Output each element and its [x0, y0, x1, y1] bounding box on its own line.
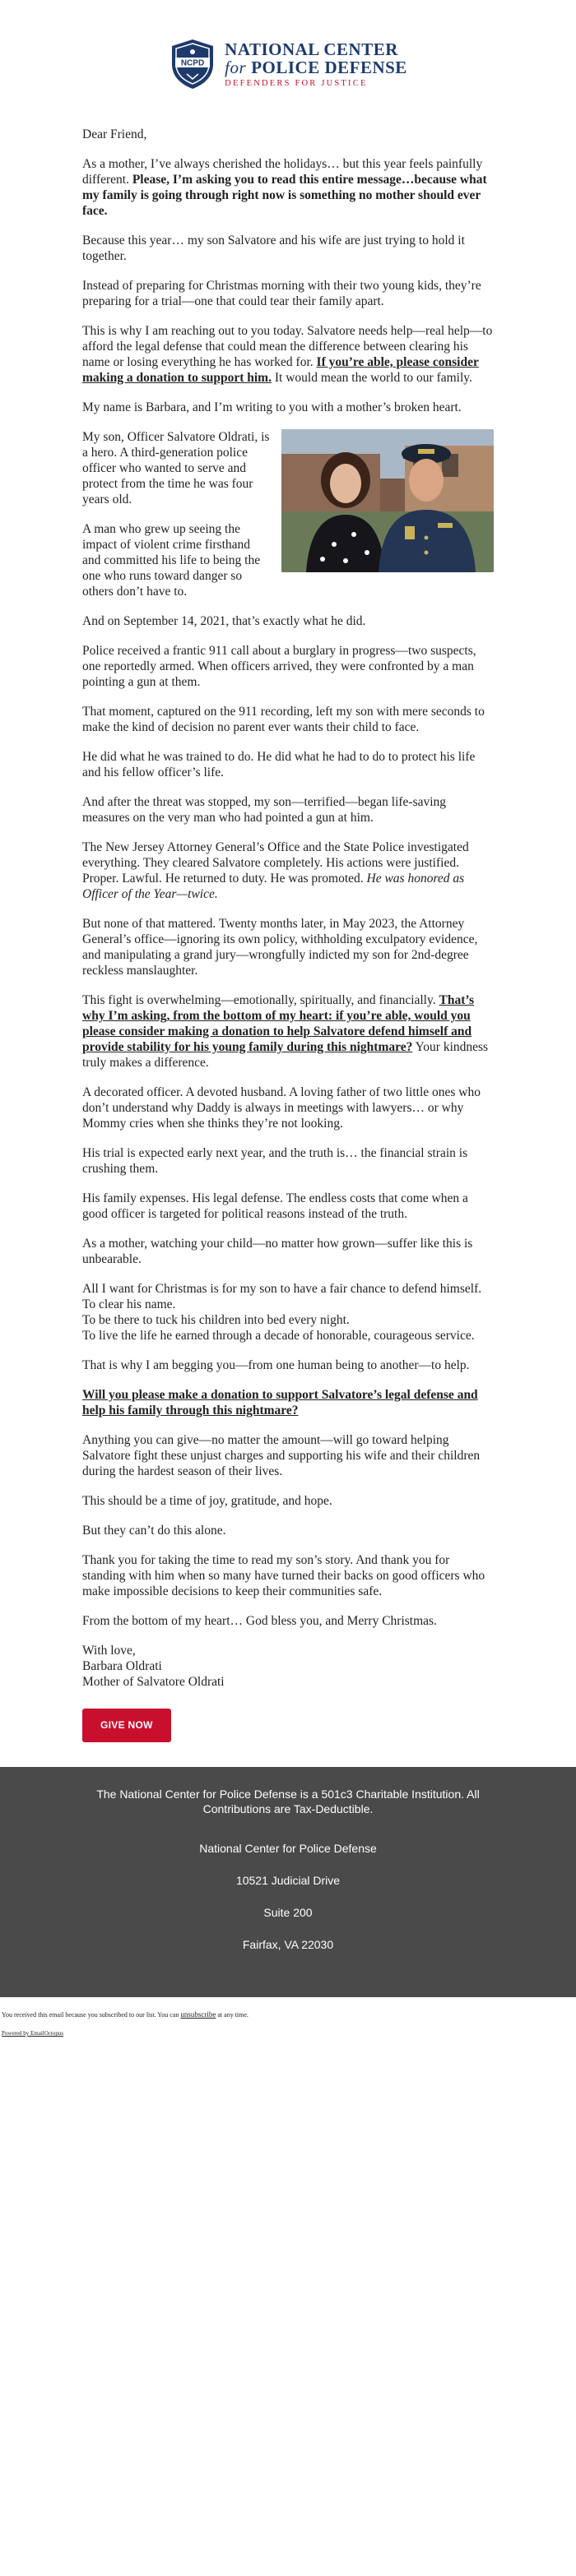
paragraph: And on September 14, 2021, that’s exactly what he did. [82, 614, 366, 628]
paragraph: This fight is overwhelming—emotionally, spiritually, and financially. That’s why I’m asking, from the bottom of my heart: if you’re able, would you please consider making a donation to help Salvatore defend himself and provide stability for his young family during this nightmare? Your kindness truly makes a difference. [82, 993, 489, 1070]
paragraph: All I want for Christmas is for my son to have a fair chance to defend himself. To clear his name. To be there to tuck his children into bed every night. To live the life he earned through a decade of honorable, courageous service. [82, 1282, 482, 1343]
address-suite: Suite 200 [263, 1906, 313, 1919]
paragraph: As a mother, I’ve always cherished the holidays… but this year feels painfully different. Please, I’m asking you to read this entire message…because what my family is going through right now is something no mother should ever face. [82, 157, 487, 218]
org-name-line2 [225, 58, 407, 76]
paragraph: His trial is expected early next year, and the truth is… the financial strain is crushing them. [82, 1146, 468, 1176]
letter-body [0, 69, 576, 1742]
donate-link[interactable]: Will you please make a donation to support Salvatore’s legal defense and help his family through this nightmare? [82, 1388, 478, 1417]
greeting: Dear Friend, [82, 127, 147, 141]
signature-title: Mother of Salvatore Oldrati [82, 1675, 225, 1689]
paragraph: He did what he was trained to do. He did what he had to do to protect his life and his fellow officer’s life. [82, 750, 476, 779]
email-footer [0, 1767, 576, 1997]
paragraph: This is why I am reaching out to you today. Salvatore needs help—real help—to afford the legal defense that could mean the difference between clearing his name or losing everything he has worked for. If you’re able, please consider making a donation to support him. It would mean the world to our family. [82, 324, 493, 385]
paragraph: Police received a frantic 911 call about a burglary in progress—two suspects, one reportedly armed. When officers arrived, they were confronted by a man pointing a gun at them. [82, 644, 476, 689]
paragraph: That is why I am begging you—from one human being to another—to help. [82, 1358, 470, 1372]
give-now-button[interactable]: GIVE NOW [82, 1709, 171, 1742]
paragraph: Anything you can give—no matter the amount—will go toward helping Salvatore fight these unjust charges and supporting his wife and their children during the hardest season of their lives. [82, 1433, 481, 1478]
paragraph: My name is Barbara, and I’m writing to you with a mother’s broken heart. [82, 400, 462, 414]
paragraph: As a mother, watching your child—no matter how grown—suffer like this is unbearable. [82, 1237, 473, 1266]
paragraph [82, 1387, 494, 1418]
unsubscribe-link[interactable]: unsubscribe [180, 2010, 216, 2019]
donate-link[interactable]: If you’re able, please consider making a donation to support him. [82, 355, 479, 385]
paragraph: But they can’t do this alone. [82, 1524, 226, 1538]
paragraph: Thank you for taking the time to read my son’s story. And thank you for standing with him when so many have turned their backs on good officers who make impossible decisions to keep their communities safe. [82, 1553, 485, 1598]
family-photo [281, 429, 494, 572]
subscription-notice: You received this email because you subscribed to our list. You can unsubscribe at any time. [2, 2010, 249, 2019]
ncpd-badge-icon [169, 38, 216, 90]
paragraph: My son, Officer Salvatore Oldrati, is a hero. A third-generation police officer who wanted to serve and protect from the time he was four years old. [82, 430, 270, 506]
paragraph: A man who grew up seeing the impact of violent crime firsthand and committed his life to being the one who runs toward danger so others don’t have to. [82, 522, 261, 599]
donate-link[interactable]: That’s why I’m asking, from the bottom of my heart: if you’re able, would you please consider making a donation to help Salvatore defend himself and provide stability for his young family during this nightmare? [82, 993, 474, 1054]
paragraph: And after the threat was stopped, my son—terrified—began life-saving measures on the very man who had pointed a gun at him. [82, 795, 447, 825]
paragraph: Instead of preparing for Christmas morning with their two young kids, they’re preparing for a trial—one that could tear their family apart. [82, 279, 481, 308]
org-tagline: DEFENDERS FOR JUSTICE [225, 79, 368, 88]
address-city: Fairfax, VA 22030 [242, 1938, 334, 1951]
badge-text: NCPD [181, 58, 205, 68]
mailing-address [82, 1841, 494, 1952]
signature-block [82, 1643, 494, 1690]
powered-by-link[interactable]: Powered by EmailOctopus [2, 2030, 64, 2037]
signoff: With love, [82, 1644, 136, 1658]
org-wordmark [225, 40, 407, 88]
paragraph: Because this year… my son Salvatore and his wife are just trying to hold it together. [82, 234, 465, 263]
paragraph: A decorated officer. A devoted husband. A loving father of two little ones who don’t understand why Daddy is always in meetings with lawyers… or why Mommy cries when she thinks they’re not looking. [82, 1085, 481, 1131]
address-street: 10521 Judicial Drive [235, 1874, 341, 1887]
paragraph: That moment, captured on the 911 recording, left my son with mere seconds to make the kind of decision no parent ever wants their child to face. [82, 705, 485, 734]
signature-name: Barbara Oldrati [82, 1659, 162, 1673]
email-header [0, 0, 576, 88]
paragraph: The New Jersey Attorney General’s Office and the State Police investigated everything. They cleared Salvatore completely. His actions were justified. Proper. Lawful. He returned to duty. He was promoted. He was honored as Officer of the Year—twice. [82, 840, 469, 901]
org-logo[interactable] [169, 38, 407, 90]
paragraph: His family expenses. His legal defense. The endless costs that come when a good officer is targeted for political reasons instead of the truth. [82, 1191, 468, 1221]
org-name-line1: NATIONAL CENTER [225, 39, 398, 59]
paragraph: This should be a time of joy, gratitude, and hope. [82, 1494, 332, 1508]
paragraph: But none of that mattered. Twenty months later, in May 2023, the Attorney General’s office—ignoring its own policy, withholding exculpatory evidence, and manipulating a grand jury—wrongfully indicted my son for 2nd-degree reckless manslaughter. [82, 917, 478, 978]
photo-illustration [281, 429, 494, 572]
paragraph: From the bottom of my heart… God bless you, and Merry Christmas. [82, 1614, 437, 1628]
org-name-for: for [225, 58, 247, 77]
address-org: National Center for Police Defense [199, 1842, 377, 1855]
org-name-police-defense: POLICE DEFENSE [251, 58, 407, 77]
tax-disclaimer: The National Center for Police Defense is a 501c3 Charitable Institution. All Contributions are Tax-Deductible. [96, 1787, 480, 1815]
